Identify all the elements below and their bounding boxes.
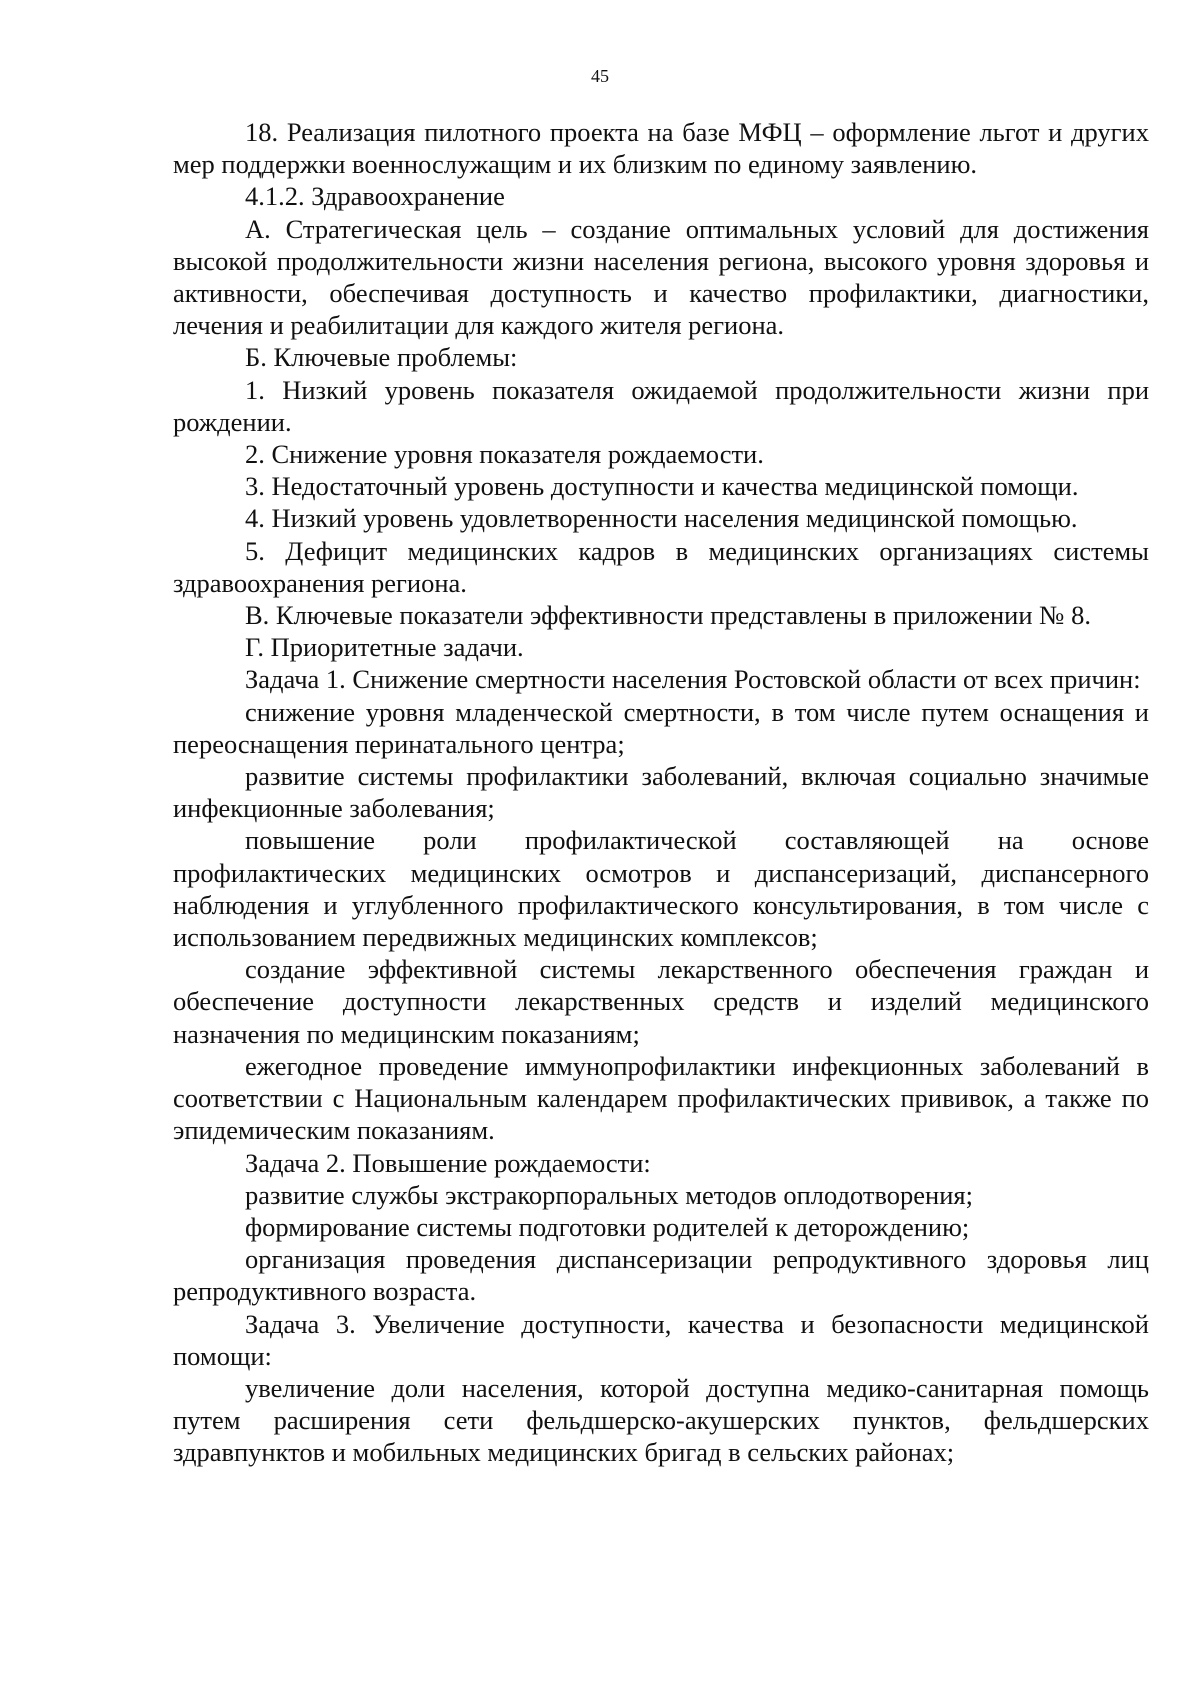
task-2-item: формирование системы подготовки родителей к деторождению; [245, 1211, 970, 1242]
paragraph-key-indicators: В. Ключевые показатели эффективности представлены в приложении № 8. [245, 600, 1091, 631]
task-1-item: повышение роли профилактической составляющей на основе профилактических медицинских осмотров и диспансеризаций, диспансерного наблюдения и углубленного профилактического консультирования, в том числе с использованием передвижных медицинских комплексов; [173, 825, 1149, 953]
problem-item-3: 3. Недостаточный уровень доступности и качества медицинской помощи. [245, 471, 1079, 502]
heading-key-problems: Б. Ключевые проблемы: [245, 342, 518, 373]
task-3-item: увеличение доли населения, которой доступна медико-санитарная помощь путем расширения сети фельдшерско-акушерских пунктов, фельдшерских здравпунктов и мобильных медицинских бригад в сельских районах; [173, 1372, 1149, 1468]
task-1-item: ежегодное проведение иммунопрофилактики инфекционных заболеваний в соответствии с Национальным календарем профилактических прививок, а также по эпидемическим показаниям. [173, 1050, 1149, 1146]
task-1-item: снижение уровня младенческой смертности, в том числе путем оснащения и переоснащения перинатального центра; [173, 696, 1149, 759]
task-1-item: развитие системы профилактики заболеваний, включая социально значимые инфекционные заболевания; [173, 761, 1149, 824]
page-number: 45 [591, 66, 609, 86]
problem-item-5: 5. Дефицит медицинских кадров в медицинских организациях системы здравоохранения региона. [173, 535, 1149, 598]
problem-item-4: 4. Низкий уровень удовлетворенности населения медицинской помощью. [245, 503, 1078, 534]
problem-item-1: 1. Низкий уровень показателя ожидаемой продолжительности жизни при рождении. [173, 374, 1149, 437]
task-2-heading: Задача 2. Повышение рождаемости: [245, 1147, 651, 1178]
task-2-item: организация проведения диспансеризации репродуктивного здоровья лиц репродуктивного возраста. [173, 1244, 1149, 1307]
task-3-heading: Задача 3. Увеличение доступности, качества и безопасности медицинской помощи: [173, 1308, 1149, 1371]
paragraph-pilot-project: 18. Реализация пилотного проекта на базе МФЦ – оформление льгот и других мер поддержки военнослужащим и их близким по единому заявлению. [173, 117, 1149, 180]
document-body [173, 116, 1149, 1469]
section-heading-healthcare: 4.1.2. Здравоохранение [245, 181, 505, 212]
paragraph-strategic-goal: А. Стратегическая цель – создание оптимальных условий для достижения высокой продолжительности жизни населения региона, высокого уровня здоровья и активности, обеспечивая доступность и качество профилактики, диагностики, лечения и реабилитации для каждого жителя региона. [173, 213, 1149, 341]
heading-priority-tasks: Г. Приоритетные задачи. [245, 632, 524, 663]
task-2-item: развитие службы экстракорпоральных методов оплодотворения; [245, 1179, 973, 1210]
problem-item-2: 2. Снижение уровня показателя рождаемости. [245, 439, 764, 470]
task-1-item: создание эффективной системы лекарственного обеспечения граждан и обеспечение доступности лекарственных средств и изделий медицинского назначения по медицинским показаниям; [173, 954, 1149, 1049]
task-1-heading: Задача 1. Снижение смертности населения Ростовской области от всех причин: [245, 664, 1141, 695]
